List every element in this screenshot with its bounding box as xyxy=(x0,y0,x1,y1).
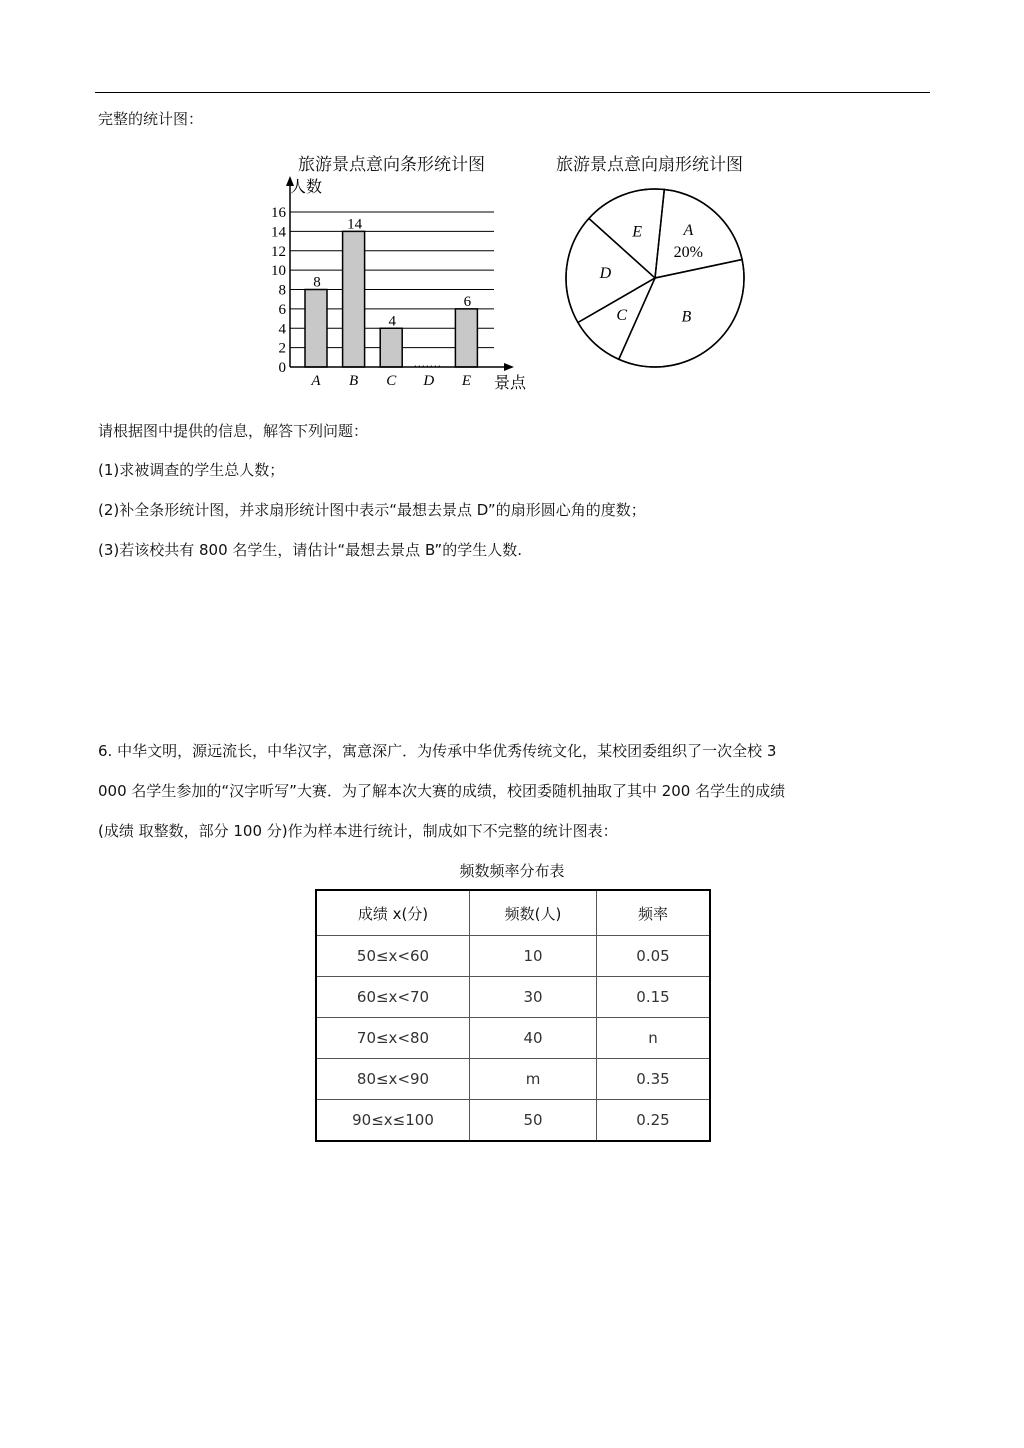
bar-E xyxy=(455,309,477,367)
x-tick-label: E xyxy=(461,373,471,389)
question-2: (2)补全条形统计图，并求扇形统计图中表示“最想去景点 D”的扇形圆心角的度数； xyxy=(98,501,646,519)
question-prompt: 请根据图中提供的信息，解答下列问题： xyxy=(98,422,369,440)
bar-chart-y-ticks xyxy=(271,205,287,376)
bar-chart-title: 旅游景点意向条形统计图 xyxy=(298,155,485,175)
table-cell: 0.25 xyxy=(597,1100,711,1142)
table-cell: m xyxy=(470,1059,597,1100)
x-tick-label: D xyxy=(423,373,435,389)
bar-C xyxy=(380,328,402,367)
bar-data-label: 14 xyxy=(347,216,363,233)
x-tick-label: C xyxy=(386,373,397,389)
table-cell: 80≤x<90 xyxy=(316,1059,470,1100)
problem6-line2: 000 名学生参加的“汉字听写”大赛．为了解本次大赛的成绩，校团委随机抽取了其中 200 名学生的成绩 xyxy=(98,782,786,800)
table-cell: 60≤x<70 xyxy=(316,977,470,1018)
pie-label: C xyxy=(616,307,627,325)
x-tick-label: B xyxy=(349,373,359,389)
table-header-cell: 频数(人) xyxy=(470,890,597,936)
table-cell: 50≤x<60 xyxy=(316,936,470,977)
y-tick-label: 6 xyxy=(278,301,286,318)
x-axis-arrow xyxy=(504,363,514,371)
table-cell: 40 xyxy=(470,1018,597,1059)
intro-text: 完整的统计图： xyxy=(98,110,204,128)
table-title: 频数频率分布表 xyxy=(459,862,565,880)
table-header-cell: 频率 xyxy=(597,890,711,936)
table-cell: 0.05 xyxy=(597,936,711,977)
table-cell: 30 xyxy=(470,977,597,1018)
pie-chart xyxy=(560,183,750,373)
x-tick-label: A xyxy=(311,373,321,389)
pie-chart-title: 旅游景点意向扇形统计图 xyxy=(556,155,743,175)
frequency-table xyxy=(315,889,711,1142)
pie-label: E xyxy=(632,223,643,241)
table-row xyxy=(316,936,710,977)
problem6-line3: (成绩 取整数，部分 100 分)作为样本进行统计，制成如下不完整的统计图表： xyxy=(98,822,618,840)
bar-chart-x-label: 景点 xyxy=(494,375,527,392)
bar-A xyxy=(305,290,327,368)
bar-data-label: 6 xyxy=(463,293,472,310)
y-tick-label: 10 xyxy=(271,263,286,280)
table-row xyxy=(316,1059,710,1100)
y-tick-label: 14 xyxy=(271,224,286,241)
bar-B xyxy=(343,231,365,367)
table-header-row xyxy=(316,890,710,936)
table-cell: 0.35 xyxy=(597,1059,711,1100)
pie-chart-slices xyxy=(566,189,744,367)
y-tick-label: 4 xyxy=(278,321,286,338)
table-row xyxy=(316,977,710,1018)
table-row xyxy=(316,1100,710,1142)
table-cell: 10 xyxy=(470,936,597,977)
y-tick-label: 8 xyxy=(278,282,286,299)
table-cell: 90≤x≤100 xyxy=(316,1100,470,1142)
table-cell: 70≤x<80 xyxy=(316,1018,470,1059)
y-tick-label: 0 xyxy=(278,360,286,376)
question-3: (3)若该校共有 800 名学生，请估计“最想去景点 B”的学生人数. xyxy=(98,541,522,559)
table-cell: 50 xyxy=(470,1100,597,1142)
question-1: (1)求被调查的学生总人数； xyxy=(98,461,285,479)
pie-label: A xyxy=(683,221,694,239)
bar-chart-y-label: 人数 xyxy=(290,179,323,196)
y-tick-label: 16 xyxy=(271,205,286,221)
table-cell: 0.15 xyxy=(597,977,711,1018)
table-cell: n xyxy=(597,1018,711,1059)
table-row xyxy=(316,1018,710,1059)
bar-chart-bars xyxy=(305,231,477,367)
page-top-rule xyxy=(95,92,930,93)
pie-label: B xyxy=(681,308,692,326)
bar-data-label: 4 xyxy=(388,313,396,330)
pie-percent-label: 20% xyxy=(673,243,704,261)
bar-data-label: 8 xyxy=(313,274,321,291)
y-tick-label: 12 xyxy=(271,243,286,260)
table-header-cell: 成绩 x(分) xyxy=(316,890,470,936)
problem6-line1: 6. 中华文明，源远流长，中华汉字，寓意深广．为传承中华优秀传统文化，某校团委组织了一次全校 3 xyxy=(98,742,777,760)
bar-chart xyxy=(250,170,540,400)
pie-label: D xyxy=(599,264,612,282)
y-tick-label: 2 xyxy=(278,340,286,357)
